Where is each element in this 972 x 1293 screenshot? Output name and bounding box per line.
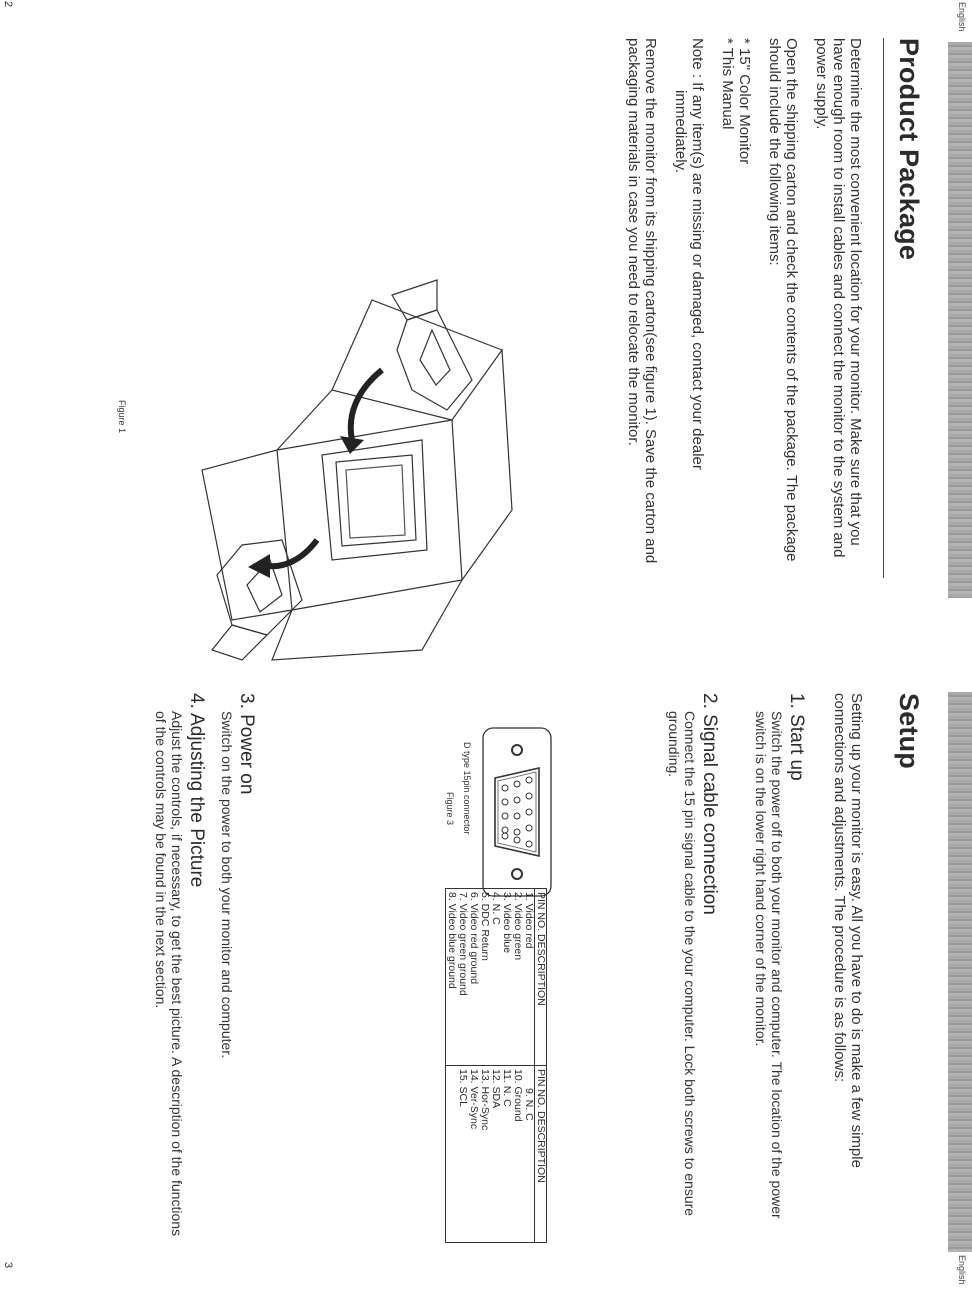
list-item: * This Manual bbox=[719, 38, 736, 578]
step-body: Connect the 15 pin signal cable to the your computer. Lock both screws to ensure grounding. bbox=[666, 711, 698, 1217]
header-bar-left bbox=[948, 42, 972, 598]
table-cell: 8. Video blue ground bbox=[446, 889, 458, 1066]
table-row bbox=[512, 889, 523, 1243]
table-cell bbox=[446, 1066, 458, 1243]
table-row bbox=[446, 889, 458, 1243]
table-cell: 6. Video red ground bbox=[468, 889, 479, 1066]
table-cell: 13. Hor-Sync bbox=[479, 1066, 490, 1243]
product-package-body bbox=[612, 38, 864, 578]
table-cell: 5. DDC Return bbox=[479, 889, 490, 1066]
missing-items-note bbox=[672, 38, 706, 578]
step-heading: 3. Power on bbox=[236, 693, 257, 795]
table-cell: 11. N. C bbox=[501, 1066, 512, 1243]
paragraph-remove-monitor: Remove the monitor from its shipping carton(see figure 1). Save the carton and packaging materials in case you need to relocate the monitor. bbox=[625, 38, 659, 564]
page-title-setup: Setup bbox=[894, 693, 924, 770]
title-rule-left bbox=[883, 38, 884, 578]
step-heading: 2. Signal cable connection bbox=[699, 693, 720, 915]
package-items-list bbox=[719, 38, 753, 578]
step-body: Switch the power off to both your monitor and computer. The location of the power switch is on the lower right hand corner of the monitor. bbox=[753, 711, 785, 1219]
language-label-right: English bbox=[957, 1255, 967, 1285]
setup-intro: Setting up your monitor is easy. All you have to do is make a few simple connections and adjustments. The procedure is as follows: bbox=[831, 693, 865, 1168]
table-cell: 2. Video green bbox=[512, 889, 523, 1066]
step-start-up bbox=[753, 693, 807, 1248]
table-header-cell: PIN NO. DESCRIPTION bbox=[535, 1066, 547, 1243]
connector-caption: D type 15pin connector bbox=[462, 742, 472, 835]
list-item: * 15" Color Monitor bbox=[736, 38, 753, 578]
table-row bbox=[468, 889, 479, 1243]
table-header-row bbox=[535, 889, 547, 1243]
paragraph-location: Determine the most convenient location for your monitor. Make sure that you have enough room to install cables and connect the monitor to the system and power supply. bbox=[813, 38, 864, 558]
step-heading: 4. Adjusting the Picture bbox=[186, 693, 207, 888]
note-lead: Note : If any item(s) are missing or damaged, contact your dealer bbox=[689, 38, 706, 470]
table-cell: 15. SCL bbox=[457, 1066, 468, 1243]
language-label-left: English bbox=[957, 2, 967, 32]
step-heading: 1. Start up bbox=[786, 693, 807, 781]
page-number-right: 3 bbox=[2, 1262, 14, 1269]
table-row bbox=[523, 889, 535, 1243]
step-signal-cable bbox=[666, 693, 720, 1248]
step-body: Switch on the power to both your monitor and computer. bbox=[219, 711, 235, 1059]
paragraph-contents: Open the shipping carton and check the contents of the package. The package should include the following items: bbox=[766, 38, 800, 562]
table-row bbox=[501, 889, 512, 1243]
table-cell: 12. SDA bbox=[490, 1066, 501, 1243]
step-power-on bbox=[219, 693, 257, 1248]
figure-1-caption: Figure 1 bbox=[117, 400, 127, 434]
table-cell: 9. N. C bbox=[523, 1066, 535, 1243]
table-cell: 14. Ver-Sync bbox=[468, 1066, 479, 1243]
page-number-left: 2 bbox=[2, 1, 14, 8]
table-row bbox=[490, 889, 501, 1243]
table-row bbox=[479, 889, 490, 1243]
monitor-carton-illustration bbox=[152, 240, 532, 670]
table-header-cell: PIN NO. DESCRIPTION bbox=[535, 889, 547, 1066]
pin-assignment-table bbox=[445, 888, 547, 1243]
step-adjusting-picture bbox=[153, 693, 207, 1248]
table-cell: 4. N. C bbox=[490, 889, 501, 1066]
dsub-connector-diagram bbox=[477, 722, 557, 902]
table-cell: 1. Video red bbox=[523, 889, 535, 1066]
header-bar-right bbox=[948, 692, 972, 1252]
table-cell: 3. Video blue bbox=[501, 889, 512, 1066]
table-cell: 10. Ground bbox=[512, 1066, 523, 1243]
step-body: Adjust the controls, if necessary, to get the best picture. A description of the functions of the controls may be found in the next section. bbox=[153, 711, 185, 1237]
page-title-product-package: Product Package bbox=[894, 38, 924, 261]
table-cell: 7. Video green ground bbox=[457, 889, 468, 1066]
note-continuation: immediately. bbox=[672, 90, 689, 174]
figure-3-caption: Figure 3 bbox=[445, 792, 455, 826]
table-row bbox=[457, 889, 468, 1243]
